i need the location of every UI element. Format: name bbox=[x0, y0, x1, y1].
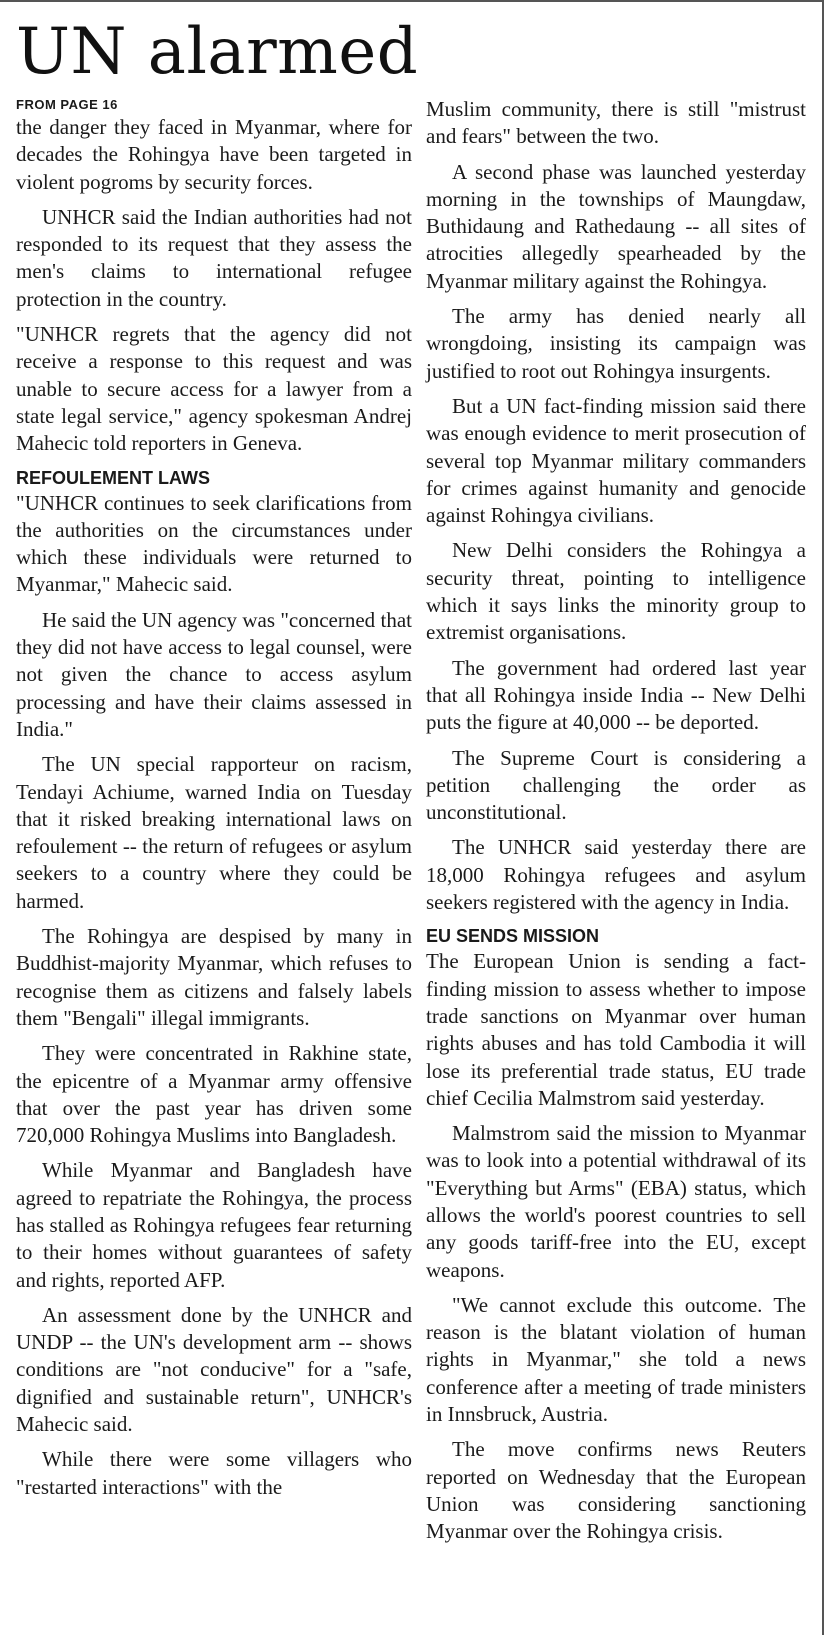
left-column bbox=[16, 96, 412, 1509]
article-paragraph: "UNHCR regrets that the agency did not receive a response to this request and was unable to secure access for a lawyer from a state legal service," agency spokesman Andrej Mahecic told reporters in Geneva. bbox=[16, 322, 412, 456]
article-paragraph: the danger they faced in Myanmar, where for decades the Rohingya have been targeted in violent pogroms by security forces. bbox=[16, 115, 412, 194]
article-paragraph: They were concentrated in Rakhine state, the epicentre of a Myanmar army offensive that over the past year has driven some 720,000 Rohingya Muslims into Bangladesh. bbox=[16, 1041, 412, 1148]
article-paragraph: While Myanmar and Bangladesh have agreed to repatriate the Rohingya, the process has stalled as Rohingya refugees fear returning to their homes without guarantees of safety and rights, reported AFP. bbox=[16, 1158, 412, 1292]
article-paragraph: "We cannot exclude this outcome. The reason is the blatant violation of human rights in Myanmar," she told a news conference after a meeting of trade ministers in Innsbruck, Austria. bbox=[426, 1292, 806, 1427]
article-paragraph: The government had ordered last year that all Rohingya inside India -- New Delhi puts the figure at 40,000 -- be deported. bbox=[426, 655, 806, 735]
article-paragraph: He said the UN agency was "concerned that they did not have access to legal counsel, were not given the chance to access asylum processing and have their claims assessed in India." bbox=[16, 607, 412, 741]
continued-from-label: FROM PAGE 16 bbox=[16, 97, 118, 112]
article-paragraph: The Supreme Court is considering a petition challenging the order as unconstitutional. bbox=[426, 745, 806, 825]
subhead-refoulement-laws: REFOULEMENT LAWS bbox=[16, 467, 210, 488]
article-paragraph: The European Union is sending a fact-finding mission to assess whether to impose trade sanctions on Myanmar over human rights abuses and has told Cambodia it will lose its preferential trade status, EU trade chief Cecilia Malmstrom said yesterday. bbox=[426, 949, 806, 1110]
article-paragraph: New Delhi considers the Rohingya a security threat, pointing to intelligence which it says links the minority group to extremist organisations. bbox=[426, 538, 806, 645]
article-paragraph: But a UN fact-finding mission said there was enough evidence to merit prosecution of several top Myanmar military commanders for crimes against humanity and genocide against Rohingya civilians. bbox=[426, 393, 806, 528]
article-paragraph: The UNHCR said yesterday there are 18,000 Rohingya refugees and asylum seekers registered with the agency in India. bbox=[426, 835, 806, 915]
article-paragraph: The move confirms news Reuters reported on Wednesday that the European Union was considering sanctioning Myanmar over the Rohingya crisis. bbox=[426, 1437, 806, 1544]
article-paragraph: "UNHCR continues to seek clarifications from the authorities on the circumstances under which these individuals were returned to Myanmar," Mahecic said. bbox=[16, 490, 412, 597]
article-paragraph: An assessment done by the UNHCR and UNDP -- the UN's development arm -- shows conditions are "not conducive" for a "safe, dignified and sustainable return", UNHCR's Mahecic said. bbox=[16, 1302, 412, 1437]
subhead-eu-sends-mission: EU SENDS MISSION bbox=[426, 926, 600, 947]
article-paragraph: Muslim community, there is still "mistrust and fears" between the two. bbox=[426, 97, 806, 149]
article-paragraph: The UN special rapporteur on racism, Tendayi Achiume, warned India on Tuesday that it risked breaking international laws on refoulement -- the return of refugees or asylum seekers to a country where they could be harmed. bbox=[16, 752, 412, 913]
article-paragraph: A second phase was launched yesterday morning in the townships of Maungdaw, Buthidaung and Rathedaung -- all sites of atrocities allegedly spearheaded by the Myanmar military against the Rohingya. bbox=[426, 159, 806, 293]
article-paragraph: The army has denied nearly all wrongdoing, insisting its campaign was justified to root out Rohingya insurgents. bbox=[426, 304, 806, 383]
article-paragraph: While there were some villagers who "restarted interactions" with the bbox=[16, 1447, 412, 1499]
right-column bbox=[426, 96, 806, 1554]
article-paragraph: Malmstrom said the mission to Myanmar was to look into a potential withdrawal of its "Everything but Arms" (EBA) status, which allows the world's poorest countries to sell any goods tariff-free into the EU, except weapons. bbox=[426, 1121, 806, 1282]
headline: UN alarmed bbox=[16, 15, 419, 89]
article-paragraph: The Rohingya are despised by many in Buddhist-majority Myanmar, which refuses to recognise them as citizens and falsely labels them "Bengali" illegal immigrants. bbox=[16, 924, 412, 1030]
article-paragraph: UNHCR said the Indian authorities had not responded to its request that they assess the men's claims to international refugee protection in the country. bbox=[16, 204, 412, 311]
